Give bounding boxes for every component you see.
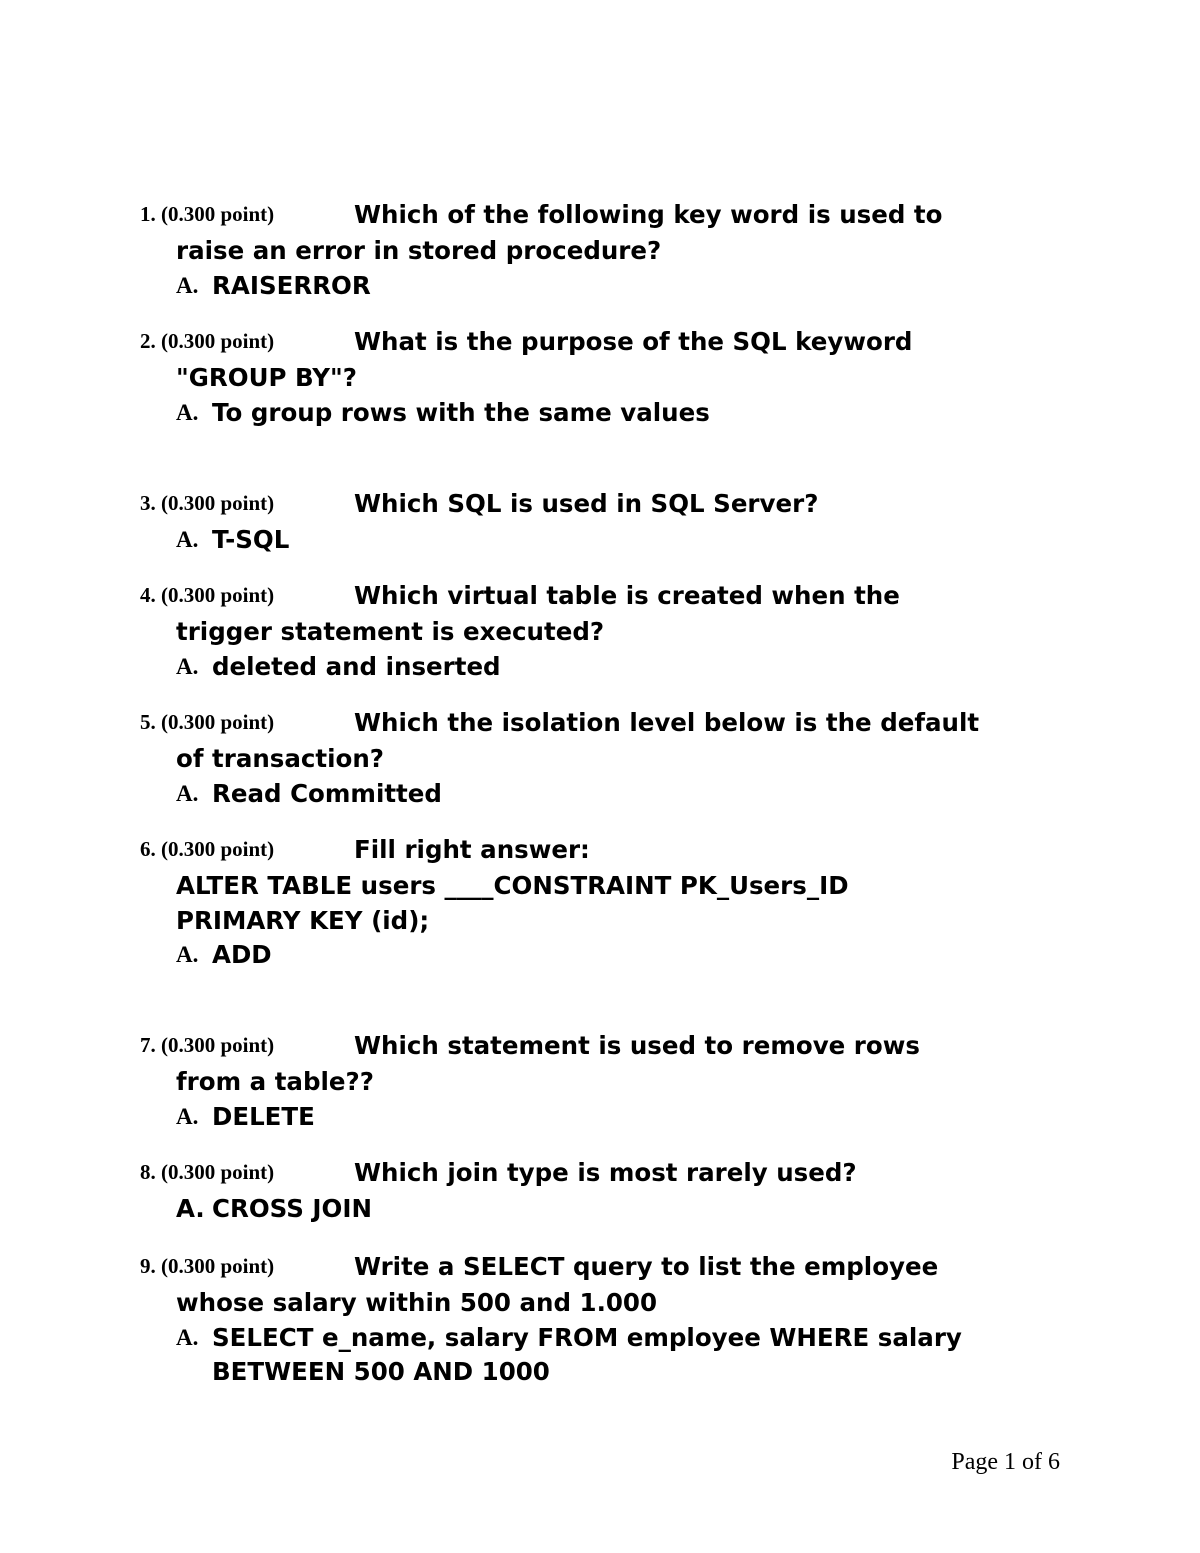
answer-text: DELETE	[212, 1101, 315, 1131]
answer-text: CROSS JOIN	[212, 1194, 372, 1223]
answer	[176, 650, 1080, 685]
answer-text: RAISERROR	[212, 270, 371, 300]
question-text: Write a SELECT query to list the employee	[354, 1252, 939, 1281]
question-number: 7. (0.300 point)	[140, 1033, 275, 1057]
answer	[176, 396, 1080, 431]
question-4	[140, 579, 1080, 684]
question-7	[140, 1029, 1080, 1134]
question-text-line: PRIMARY KEY (id);	[176, 905, 430, 935]
answer	[176, 938, 1080, 973]
question-1	[140, 198, 1080, 303]
question-text: Which statement is used to remove rows	[354, 1031, 920, 1060]
answer	[176, 1192, 1080, 1227]
answer-label: A.	[176, 1324, 199, 1350]
question-text: Which the isolation level below is the default	[354, 708, 980, 737]
answer	[176, 1321, 1080, 1390]
answer	[176, 777, 1080, 812]
answer-label: A.	[176, 653, 199, 679]
question-9	[140, 1250, 1080, 1390]
answer-text: deleted and inserted	[212, 651, 501, 681]
answer-label: A.	[176, 1103, 199, 1129]
question-number: 9. (0.300 point)	[140, 1254, 275, 1278]
question-2	[140, 325, 1080, 430]
question-3	[140, 487, 1080, 558]
question-number: 5. (0.300 point)	[140, 710, 275, 734]
question-number: 1. (0.300 point)	[140, 202, 275, 226]
question-text: Which SQL is used in SQL Server?	[354, 489, 819, 518]
answer-label: A.	[176, 272, 199, 298]
question-text: Fill right answer:	[354, 835, 590, 864]
question-text-line: from a table??	[176, 1067, 374, 1096]
answer	[176, 269, 1080, 304]
question-text-line: ALTER TABLE users ____CONSTRAINT PK_Users_ID	[176, 871, 849, 900]
answer-text: SELECT e_name, salary FROM employee WHERE salary	[212, 1322, 962, 1352]
answer-text: ADD	[212, 940, 272, 969]
question-text: What is the purpose of the SQL keyword	[354, 327, 913, 356]
question-text: Which join type is most rarely used?	[354, 1158, 857, 1187]
answer-label: A.	[176, 399, 199, 425]
question-number: 4. (0.300 point)	[140, 583, 275, 607]
answer	[176, 523, 1080, 558]
question-text-line: "GROUP BY"?	[176, 363, 357, 392]
question-text: Which virtual table is created when the	[354, 581, 900, 610]
question-text-line: whose salary within 500 and 1.000	[176, 1288, 658, 1317]
answer-text: T-SQL	[212, 525, 290, 554]
answer-text: Read Committed	[212, 778, 442, 808]
answer-text: To group rows with the same values	[212, 397, 710, 427]
question-text: Which of the following key word is used to	[354, 200, 943, 229]
page-number: Page 1 of 6	[951, 1449, 1060, 1475]
question-text-line: raise an error in stored procedure?	[176, 236, 662, 265]
question-8	[140, 1156, 1080, 1227]
question-number: 3. (0.300 point)	[140, 491, 275, 515]
answer-label: A.	[176, 780, 199, 806]
answer-label: A.	[176, 527, 199, 552]
question-number: 2. (0.300 point)	[140, 329, 275, 353]
question-text-line: trigger statement is executed?	[176, 617, 605, 646]
question-number: 8. (0.300 point)	[140, 1160, 275, 1184]
question-number: 6. (0.300 point)	[140, 837, 275, 861]
question-6	[140, 833, 1080, 973]
answer	[176, 1100, 1080, 1135]
answer-label: A.	[176, 1194, 205, 1223]
question-text-line: of transaction?	[176, 744, 385, 773]
answer-label: A.	[176, 942, 199, 967]
answer-text-continued: BETWEEN 500 AND 1000	[212, 1357, 550, 1386]
question-5	[140, 706, 1080, 811]
